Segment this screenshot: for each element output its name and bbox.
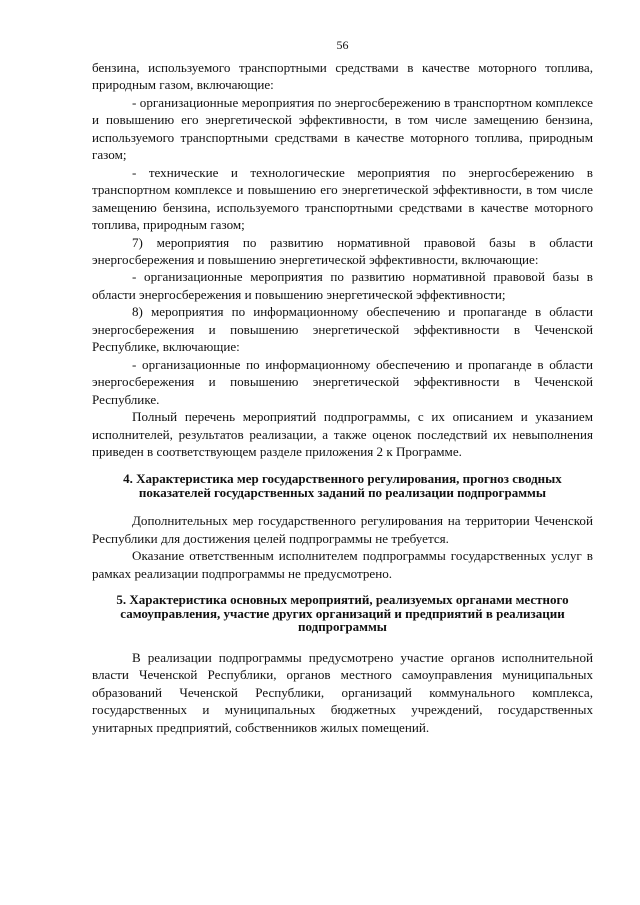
paragraph-participants: В реализации подпрограммы предусмотрено участие органов исполнительной власти Чеченской Республики, органов местного самоуправления муниципальных образований Чеченской Республики, организаций коммунального комплекса, государственных и муниципальных бюджетных учреждений, государственных унитарных предприятий, собственников жилых помещений. (92, 649, 593, 735)
paragraph-item-7: 7) мероприятия по развитию нормативной правовой базы в области энергосбережения и повышению энергетической эффективности, включающие: (92, 234, 593, 267)
paragraph-transport-technical: - технические и технологические мероприятия по энергосбережению в транспортном комплексе и повышению его энергетической эффективности, в том числе замещению бензина, используемого транспортными средствами в качестве моторного топлива, природным газом; (92, 164, 593, 233)
section-heading-4: 4. Характеристика мер государственного регулирования, прогноз сводных показателей государственных заданий по реализации подпрограммы (123, 471, 562, 500)
paragraph-transport-organizational: - организационные мероприятия по энергосбережению в транспортном комплексе и повышению его энергетической эффективности, в том числе замещению бензина, используемого транспортными средствами в качестве моторного топлива, природным газом; (92, 94, 593, 163)
paragraph-additional-measures: Дополнительных мер государственного регулирования на территории Чеченской Республики для достижения целей подпрограммы не требуется. (92, 513, 593, 546)
paragraph-services: Оказание ответственным исполнителем подпрограммы государственных услуг в рамках реализации подпрограммы не предусмотрено. (92, 548, 593, 581)
paragraph-full-list: Полный перечень мероприятий подпрограммы, с их описанием и указанием исполнителей, результатов реализации, а также оценок последствий их невыполнения приведен в соответствующем разделе приложения 2 к Программе. (92, 409, 593, 459)
page-number: 56 (336, 38, 349, 52)
document-body (92, 59, 593, 736)
paragraph-item-8: 8) мероприятия по информационному обеспечению и пропаганде в области энергосбережения и повышению энергетической эффективности в Чеченской Республике, включающие: (92, 304, 593, 355)
paragraph-item-7-organizational: - организационные мероприятия по развитию нормативной правовой базы в области энергосбережения и повышению энергетической эффективности; (92, 269, 593, 302)
section-heading-5: 5. Характеристика основных мероприятий, реализуемых органами местного самоуправления, участие других организаций и предприятий в реализации подпрограммы (116, 592, 569, 635)
paragraph-continuation: бензина, используемого транспортными средствами в качестве моторного топлива, природным газом, включающие: (92, 60, 593, 93)
paragraph-item-8-organizational: - организационные по информационному обеспечению и пропаганде в области энергосбережения и повышению энергетической эффективности в Чеченской Республике. (92, 356, 593, 407)
